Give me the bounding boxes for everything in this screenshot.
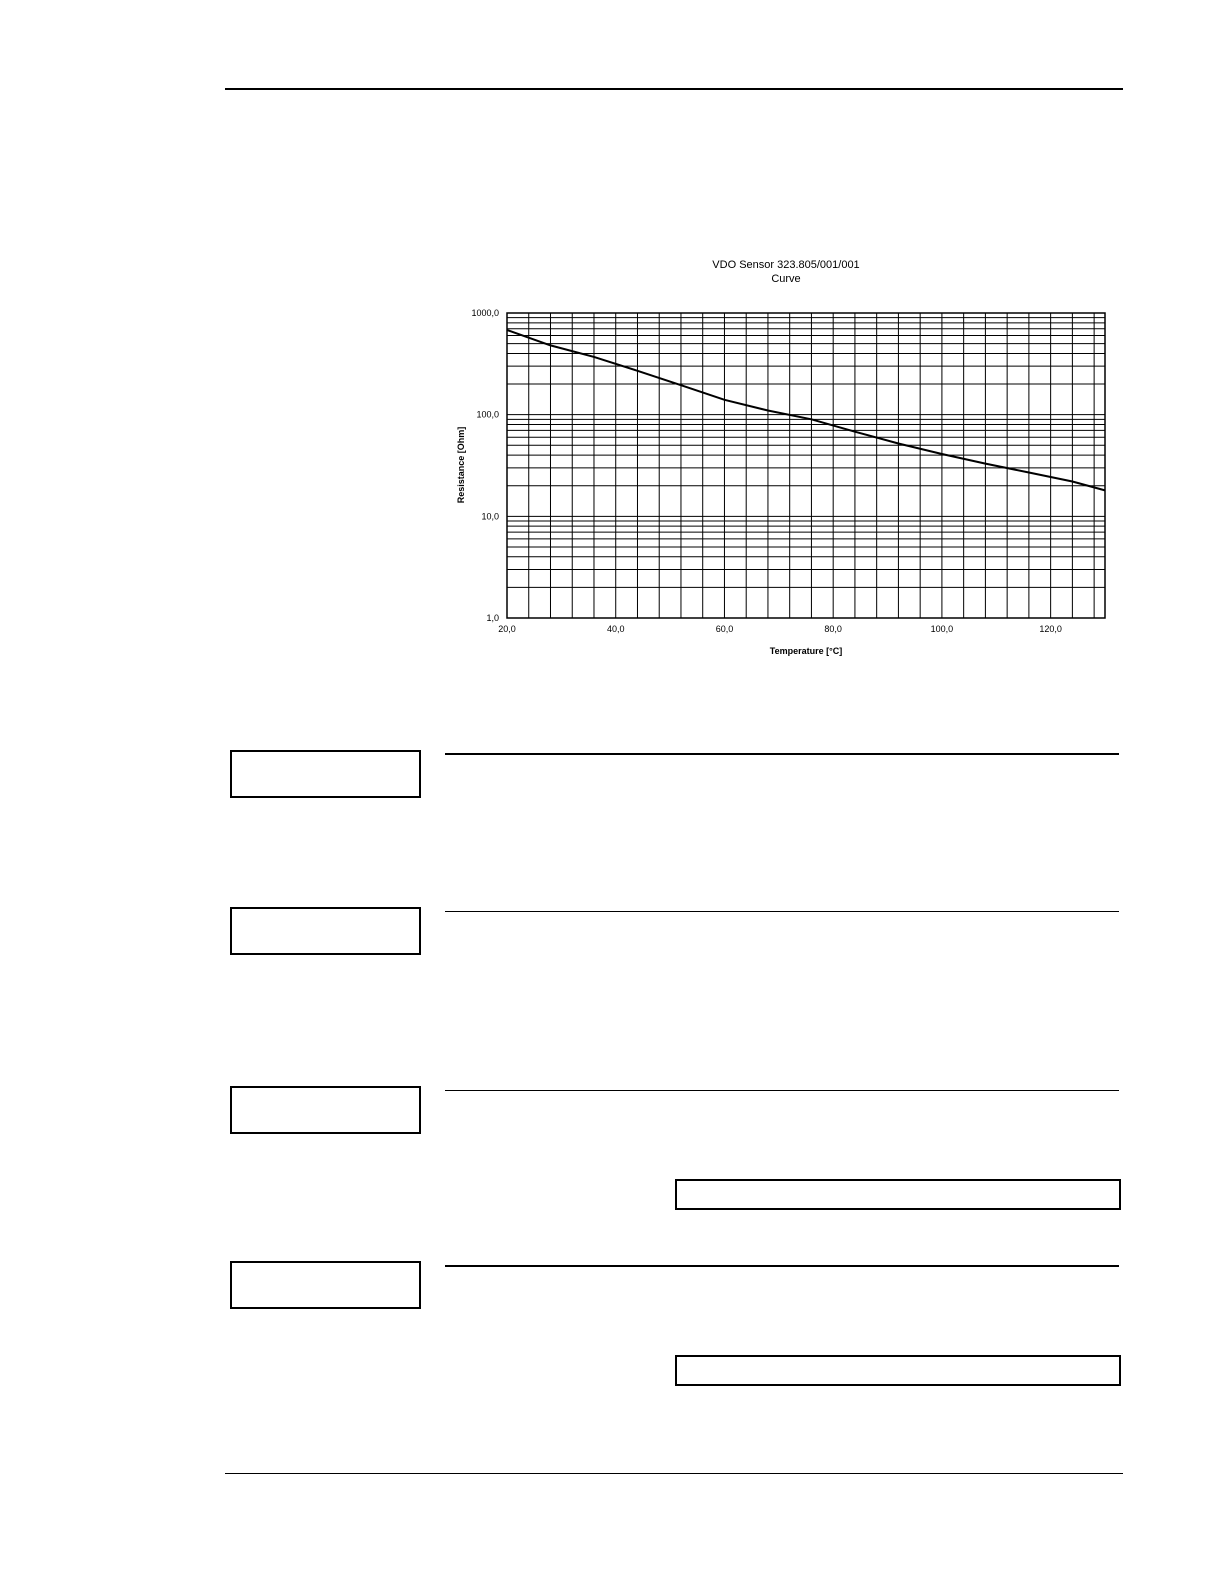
y-tick-label: 1,0 (486, 613, 499, 623)
y-tick-label: 1000,0 (471, 308, 499, 318)
curve-line (507, 330, 1105, 490)
chart-title: VDO Sensor 323.805/001/001 (712, 259, 860, 271)
section-2-label-box (230, 907, 421, 955)
y-tick-label: 100,0 (476, 409, 499, 420)
x-tick-label: 120,0 (1039, 624, 1062, 634)
section-4-value-box (675, 1355, 1121, 1386)
x-tick-label: 40,0 (606, 624, 625, 634)
y-tick-label: 10,0 (481, 511, 499, 522)
chart-ticks (471, 308, 1061, 634)
section-3-rule (445, 1090, 1119, 1091)
x-axis-label: Temperature [°C] (769, 646, 843, 656)
section-1-rule (445, 753, 1119, 755)
section-4-rule (445, 1265, 1119, 1267)
section-3-label-box (230, 1086, 421, 1134)
chart-subtitle: Curve (771, 273, 801, 285)
x-tick-label: 20,0 (498, 624, 516, 634)
x-tick-label: 60,0 (715, 624, 734, 634)
x-tick-label: 80,0 (824, 624, 842, 634)
header-rule (225, 88, 1123, 90)
resistance-temperature-chart (440, 250, 1120, 670)
section-1-label-box (230, 750, 421, 798)
footer-rule (225, 1473, 1123, 1474)
section-2-rule (445, 911, 1119, 912)
section-3-value-box (675, 1179, 1121, 1210)
section-4-label-box (230, 1261, 421, 1309)
chart-series (507, 330, 1105, 490)
y-axis-label: Resistance [Ohm] (456, 426, 466, 504)
x-tick-label: 100,0 (930, 624, 954, 634)
